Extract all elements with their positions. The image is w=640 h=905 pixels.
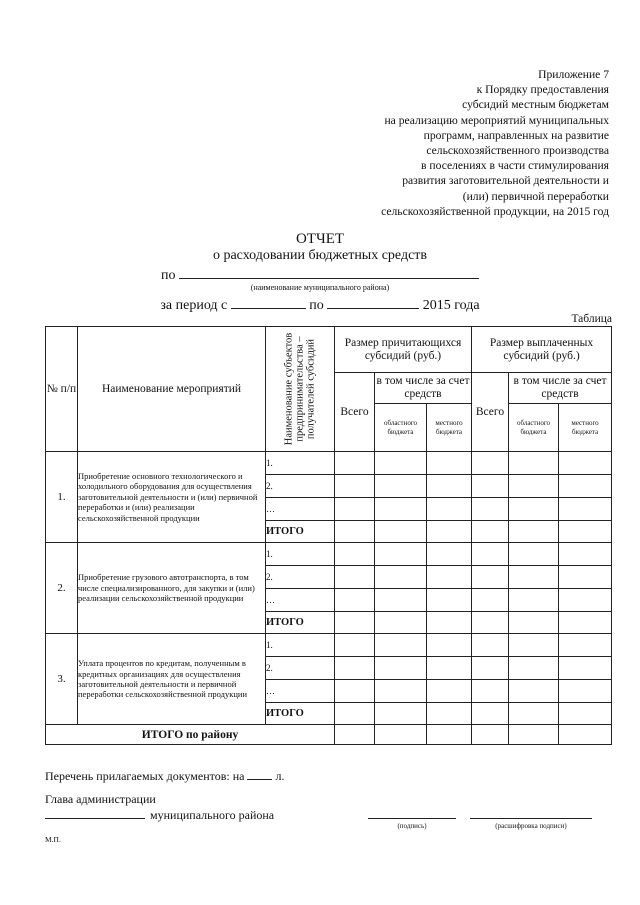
header-paid-including: в том числе за счет средств (509, 373, 612, 404)
cell[interactable] (509, 498, 559, 521)
measure-name: Уплата процентов по кредитам, полученным в кредитных организациях для осуществления заготовительной деятельности и первичной переработки сельскохозяйственной продукции (78, 634, 266, 725)
period-end-field[interactable] (327, 296, 419, 309)
cell[interactable] (472, 680, 509, 703)
appendix-line: субсидий местным бюджетам (462, 98, 609, 112)
cell[interactable] (427, 634, 472, 657)
attached-docs-suffix: л. (275, 769, 285, 783)
cell[interactable] (559, 566, 612, 589)
header-subjects-text: Наименование субъектов предпринимательства – получателей субсидий (283, 332, 317, 446)
cell[interactable] (335, 703, 375, 725)
measure-name: Приобретение грузового автотранспорта, в том числе специализированного, для закупки и (или) реализации сельскохозяйственной продукции (78, 543, 266, 634)
cell[interactable] (375, 634, 427, 657)
cell[interactable] (472, 634, 509, 657)
appendix-line: (или) первичной переработки (462, 189, 609, 203)
cell[interactable] (472, 566, 509, 589)
cell[interactable] (335, 498, 375, 521)
cell[interactable] (375, 657, 427, 680)
district-name-field[interactable] (179, 265, 479, 279)
signature-label: (подпись) (397, 822, 427, 830)
appendix-line: на реализацию мероприятий муниципальных (384, 113, 609, 127)
row-number: 3. (46, 634, 78, 725)
cell[interactable] (472, 475, 509, 498)
recipient-cell[interactable]: 2. (266, 566, 335, 589)
district-line (0, 265, 640, 284)
cell[interactable] (427, 452, 472, 475)
cell[interactable] (509, 543, 559, 566)
row-number: 1. (46, 452, 78, 543)
head-district-line (45, 807, 274, 823)
cell[interactable] (427, 589, 472, 612)
cell[interactable] (335, 612, 375, 634)
cell[interactable] (472, 452, 509, 475)
table-caption: Таблица (571, 313, 612, 325)
cell[interactable] (509, 612, 559, 634)
pages-count-field[interactable] (247, 768, 272, 780)
cell[interactable] (375, 475, 427, 498)
cell[interactable] (427, 657, 472, 680)
subtotal-label: ИТОГО (266, 703, 335, 725)
recipient-cell[interactable]: … (266, 589, 335, 612)
cell[interactable] (559, 521, 612, 543)
period-mid: по (309, 298, 324, 313)
cell[interactable] (335, 589, 375, 612)
cell[interactable] (559, 612, 612, 634)
appendix-header (309, 67, 609, 219)
cell[interactable] (427, 475, 472, 498)
seal-mark: М.П. (45, 835, 61, 844)
cell[interactable] (375, 543, 427, 566)
cell[interactable] (559, 452, 612, 475)
cell[interactable] (559, 680, 612, 703)
cell[interactable] (427, 703, 472, 725)
cell[interactable] (559, 475, 612, 498)
period-prefix: за период с (160, 298, 228, 313)
cell[interactable] (335, 680, 375, 703)
cell[interactable] (427, 521, 472, 543)
cell[interactable] (427, 566, 472, 589)
appendix-line: Приложение 7 (538, 68, 609, 81)
cell[interactable] (472, 612, 509, 634)
recipient-cell[interactable]: 1. (266, 452, 335, 475)
cell[interactable] (559, 543, 612, 566)
attached-docs-line (45, 768, 284, 784)
appendix-line: сельскохозяйственного производства (426, 144, 609, 158)
cell[interactable] (559, 703, 612, 725)
cell[interactable] (559, 589, 612, 612)
cell[interactable] (375, 680, 427, 703)
cell[interactable] (427, 543, 472, 566)
district-hint: (наименование муниципального района) (250, 283, 390, 292)
cell[interactable] (472, 543, 509, 566)
cell[interactable] (559, 634, 612, 657)
period-line (0, 296, 640, 314)
cell[interactable] (335, 521, 375, 543)
appendix-line: программ, направленных на развитие (423, 128, 609, 142)
signature-field[interactable] (368, 818, 456, 819)
recipient-cell[interactable]: 2. (266, 475, 335, 498)
cell[interactable] (335, 725, 375, 745)
signature-decoding-field[interactable] (470, 818, 592, 819)
report-title: ОТЧЕТ (295, 231, 345, 247)
cell[interactable] (335, 657, 375, 680)
cell[interactable] (559, 498, 612, 521)
district-word: муниципального района (150, 808, 275, 822)
cell[interactable] (335, 566, 375, 589)
cell[interactable] (472, 589, 509, 612)
cell[interactable] (335, 452, 375, 475)
cell[interactable] (509, 657, 559, 680)
recipient-cell[interactable]: 1. (266, 543, 335, 566)
row-number: 2. (46, 543, 78, 634)
attached-docs-prefix: Перечень прилагаемых документов: на (45, 769, 245, 783)
head-title: Глава администрации (45, 792, 156, 806)
cell[interactable] (427, 680, 472, 703)
header-paid: Размер выплаченных субсидий (руб.) (472, 327, 612, 373)
header-due-total: Всего (335, 373, 375, 452)
cell[interactable] (472, 521, 509, 543)
cell[interactable] (472, 498, 509, 521)
cell[interactable] (427, 612, 472, 634)
cell[interactable] (472, 725, 509, 745)
measure-name: Приобретение основного технологического и холодильного оборудования для осуществления заготовительной деятельности и (или) первичной переработки и (или) реализации сельскохозяйственной продукции (78, 452, 266, 543)
header-paid-regional: областного бюджета (509, 404, 559, 452)
period-start-field[interactable] (231, 296, 306, 309)
cell[interactable] (375, 521, 427, 543)
cell[interactable] (375, 566, 427, 589)
appendix-line: сельскохозяйственной продукции, на 2015 год (381, 204, 609, 218)
cell[interactable] (375, 452, 427, 475)
appendix-line: в поселениях в части стимулирования (421, 159, 609, 173)
cell[interactable] (509, 521, 559, 543)
cell[interactable] (375, 589, 427, 612)
header-due: Размер причитающихся субсидий (руб.) (335, 327, 472, 373)
header-due-regional: областного бюджета (375, 404, 427, 452)
cell[interactable] (509, 452, 559, 475)
cell[interactable] (375, 498, 427, 521)
cell[interactable] (509, 680, 559, 703)
header-due-local: местного бюджета (427, 404, 472, 452)
recipient-cell[interactable]: 1. (266, 634, 335, 657)
cell[interactable] (375, 612, 427, 634)
cell[interactable] (427, 725, 472, 745)
cell[interactable] (375, 703, 427, 725)
header-paid-total: Всего (472, 373, 509, 452)
cell[interactable] (509, 566, 559, 589)
cell[interactable] (509, 725, 559, 745)
period-suffix: 2015 года (422, 298, 480, 313)
cell[interactable] (509, 475, 559, 498)
cell[interactable] (559, 657, 612, 680)
cell[interactable] (427, 498, 472, 521)
district-total-label: ИТОГО по району (46, 725, 335, 745)
cell[interactable] (375, 725, 427, 745)
header-subjects (266, 327, 335, 452)
report-subtitle: о расходовании бюджетных средств (212, 248, 428, 263)
appendix-line: развития заготовительной деятельности и (402, 174, 609, 188)
district-prefix: по (161, 268, 176, 283)
header-name: Наименование мероприятий (78, 327, 266, 452)
header-paid-local: местного бюджета (559, 404, 612, 452)
header-number: № п/п (46, 327, 78, 452)
cell[interactable] (335, 543, 375, 566)
cell[interactable] (472, 703, 509, 725)
appendix-line: к Порядку предоставления (476, 83, 609, 97)
recipient-cell[interactable]: … (266, 498, 335, 521)
subtotal-label: ИТОГО (266, 612, 335, 634)
recipient-cell[interactable]: … (266, 680, 335, 703)
cell[interactable] (509, 634, 559, 657)
cell[interactable] (335, 475, 375, 498)
report-table (45, 326, 612, 745)
decoding-label: (расшифровка подписи) (495, 822, 567, 830)
head-district-field[interactable] (45, 807, 145, 819)
cell[interactable] (509, 703, 559, 725)
cell[interactable] (335, 634, 375, 657)
cell[interactable] (509, 589, 559, 612)
header-due-including: в том числе за счет средств (375, 373, 472, 404)
cell[interactable] (472, 657, 509, 680)
cell[interactable] (559, 725, 612, 745)
recipient-cell[interactable]: 2. (266, 657, 335, 680)
subtotal-label: ИТОГО (266, 521, 335, 543)
